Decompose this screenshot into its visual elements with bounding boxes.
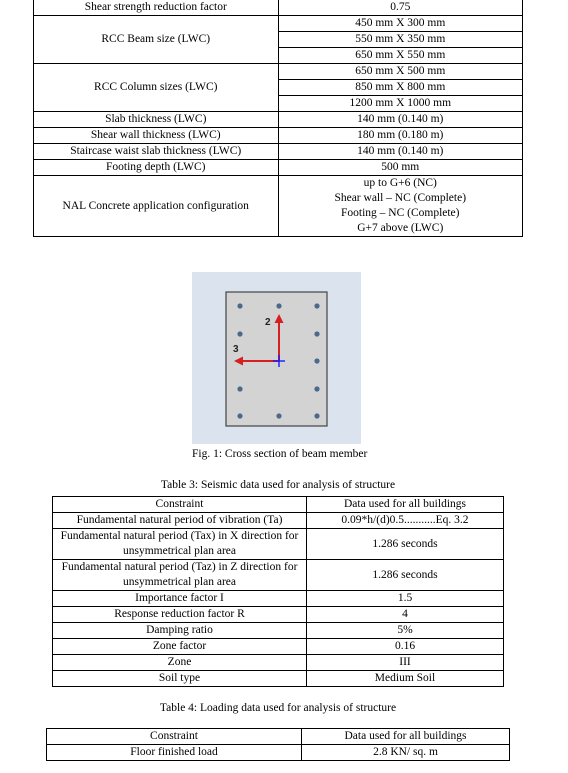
table-cell (278, 176, 523, 237)
table4-caption: Table 4: Loading data used for analysis of structure (159, 702, 397, 714)
table-cell: 0.75 (278, 0, 523, 16)
column-header: Constraint (53, 497, 307, 513)
table-cell: 140 mm (0.140 m) (278, 112, 523, 128)
table-cell: Fundamental natural period of vibration (Ta) (53, 513, 307, 529)
table-cell: Fundamental natural period (Tax) in X direction for unsymmetrical plan area (53, 529, 307, 560)
rebar-dot (314, 303, 319, 308)
table-cell: Shear wall thickness (LWC) (34, 128, 279, 144)
table-cell: 180 mm (0.180 m) (278, 128, 523, 144)
beam-cross-section-diagram (192, 272, 361, 444)
table-row (53, 607, 504, 623)
table-cell: 850 mm X 800 mm (278, 80, 523, 96)
table-cell: Fundamental natural period (Taz) in Z direction for unsymmetrical plan area (53, 560, 307, 591)
table-cell: 5% (307, 623, 504, 639)
table-cell: Zone factor (53, 639, 307, 655)
table-row (53, 639, 504, 655)
table-row (34, 160, 523, 176)
table3-caption: Table 3: Seismic data used for analysis of structure (160, 479, 396, 491)
rebar-dot (314, 386, 319, 391)
table-cell: RCC Beam size (LWC) (34, 16, 279, 64)
table-cell: 650 mm X 500 mm (278, 64, 523, 80)
rebar-dot (314, 331, 319, 336)
table-cell: 1.286 seconds (307, 529, 504, 560)
table-cell: 2.8 KN/ sq. m (302, 745, 510, 761)
table-row (34, 0, 523, 16)
table-cell: Zone (53, 655, 307, 671)
table-row (53, 529, 504, 560)
rebar-dot (314, 413, 319, 418)
rebar-dot (314, 358, 319, 363)
column-header: Data used for all buildings (307, 497, 504, 513)
table-row (47, 745, 510, 761)
rebar-dot (276, 303, 281, 308)
table-row (53, 513, 504, 529)
config-line: Footing – NC (Complete) (340, 207, 460, 219)
table-cell: Soil type (53, 671, 307, 687)
table-cell: Shear strength reduction factor (34, 0, 279, 16)
loading-data-table (46, 728, 510, 761)
table-cell: Slab thickness (LWC) (34, 112, 279, 128)
config-line: up to G+6 (NC) (363, 177, 437, 189)
table-cell: Damping ratio (53, 623, 307, 639)
table-header-row (47, 729, 510, 745)
table-row (34, 176, 523, 237)
table-cell: Response reduction factor R (53, 607, 307, 623)
table-cell: 550 mm X 350 mm (278, 32, 523, 48)
table-cell: Medium Soil (307, 671, 504, 687)
beam-cross-section-figure (192, 272, 361, 444)
column-header: Data used for all buildings (302, 729, 510, 745)
table-row (53, 671, 504, 687)
table-row (34, 112, 523, 128)
axis-2-label: 2 (265, 317, 271, 328)
table-row (34, 144, 523, 160)
table-cell: Importance factor I (53, 591, 307, 607)
rebar-dot (276, 413, 281, 418)
table-cell: 4 (307, 607, 504, 623)
rebar-dot (237, 413, 242, 418)
table-cell: 650 mm X 550 mm (278, 48, 523, 64)
table-cell: NAL Concrete application configuration (34, 176, 279, 237)
axis-3-label: 3 (233, 344, 239, 355)
table-cell: Footing depth (LWC) (34, 160, 279, 176)
table-cell: 1200 mm X 1000 mm (278, 96, 523, 112)
table-cell: RCC Column sizes (LWC) (34, 64, 279, 112)
table-row (34, 128, 523, 144)
table-cell: Floor finished load (47, 745, 302, 761)
table-row (53, 655, 504, 671)
rebar-dot (237, 303, 242, 308)
material-properties-table (33, 0, 523, 237)
table-cell: 1.286 seconds (307, 560, 504, 591)
seismic-data-table (52, 496, 504, 687)
table-cell: 500 mm (278, 160, 523, 176)
table-cell: 450 mm X 300 mm (278, 16, 523, 32)
table-row (34, 64, 523, 80)
table-cell: 0.09*h/(d)0.5...........Eq. 3.2 (307, 513, 504, 529)
table-row (53, 560, 504, 591)
table-row (53, 623, 504, 639)
table-cell: 1.5 (307, 591, 504, 607)
config-line: Shear wall – NC (Complete) (334, 192, 467, 204)
table-row (34, 16, 523, 32)
rebar-dot (237, 386, 242, 391)
table-cell: 0.16 (307, 639, 504, 655)
table-cell: Staircase waist slab thickness (LWC) (34, 144, 279, 160)
table-cell: III (307, 655, 504, 671)
rebar-dot (237, 331, 242, 336)
column-header: Constraint (47, 729, 302, 745)
config-line: G+7 above (LWC) (357, 222, 444, 234)
table-cell: 140 mm (0.140 m) (278, 144, 523, 160)
table-row (53, 591, 504, 607)
table-header-row (53, 497, 504, 513)
figure-caption: Fig. 1: Cross section of beam member (192, 448, 368, 460)
